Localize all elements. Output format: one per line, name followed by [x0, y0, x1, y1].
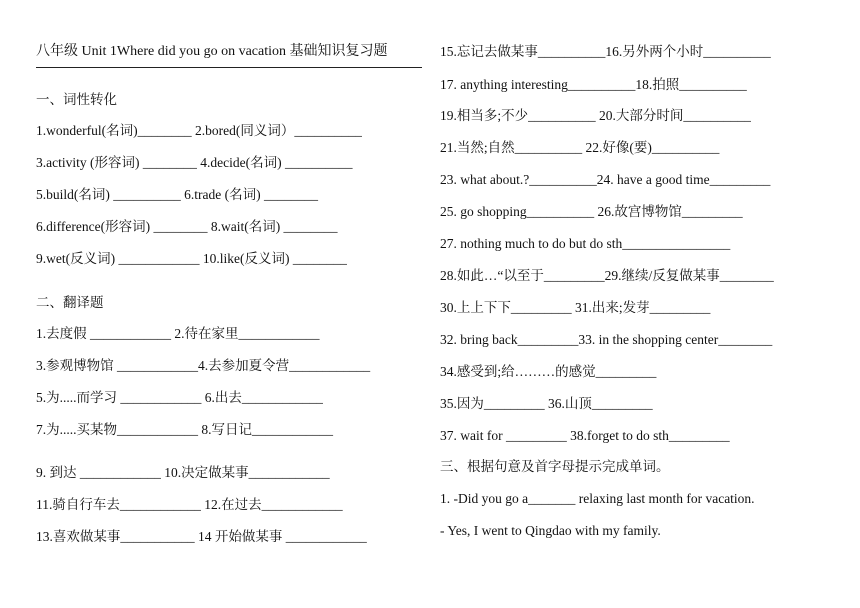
section1-heading: 一、词性转化: [36, 92, 117, 107]
phrase-item: 15.忘记去做某事__________16.另外两个小时__________: [440, 44, 771, 59]
section1-item: 9.wet(反义词) ____________ 10.like(反义词) ________: [36, 251, 347, 266]
section3-heading: 三、根据句意及首字母提示完成单词。: [440, 459, 670, 474]
section2-item: 11.骑自行车去____________ 12.在过去____________: [36, 497, 343, 512]
section1-item: 6.difference(形容词) ________ 8.wait(名词) ________: [36, 219, 338, 234]
section2-item: 5.为.....而学习 ____________ 6.出去____________: [36, 390, 323, 405]
section2-item: 9. 到达 ____________ 10.决定做某事____________: [36, 465, 330, 480]
phrase-item: 34.感受到;给………的感觉_________: [440, 364, 657, 379]
section3-item: 1. -Did you go a_______ relaxing last month for vacation.: [440, 491, 755, 506]
phrase-item: 17. anything interesting__________18.拍照__________: [440, 77, 747, 92]
section2-heading: 二、翻译题: [36, 295, 104, 310]
section2-item: 1.去度假 ____________ 2.待在家里____________: [36, 326, 320, 341]
section1-item: 5.build(名词) __________ 6.trade (名词) ________: [36, 187, 318, 202]
phrase-item: 25. go shopping__________ 26.故宫博物馆_________: [440, 204, 743, 219]
phrase-item: 27. nothing much to do but do sth________________: [440, 236, 731, 251]
phrase-item: 23. what about.?__________24. have a good time_________: [440, 172, 771, 187]
section1-item: 3.activity (形容词) ________ 4.decide(名词) __________: [36, 155, 353, 170]
phrase-item: 30.上上下下_________ 31.出来;发芽_________: [440, 300, 711, 315]
phrase-item: 35.因为_________ 36.山顶_________: [440, 396, 653, 411]
phrase-item: 37. wait for _________ 38.forget to do sth_________: [440, 428, 730, 443]
worksheet-title: 八年级 Unit 1Where did you go on vacation 基础知识复习题: [36, 44, 388, 59]
phrase-item: 21.当然;自然__________ 22.好像(要)__________: [440, 140, 720, 155]
section1-item: 1.wonderful(名词)________ 2.bored(同义词）__________: [36, 123, 362, 138]
section2-item: 7.为.....买某物____________ 8.写日记____________: [36, 422, 333, 437]
title-divider: [36, 67, 422, 68]
phrase-item: 28.如此…“以至于_________29.继续/反复做某事________: [440, 268, 774, 283]
section2-item: 3.参观博物馆 ____________4.去参加夏令营____________: [36, 358, 371, 373]
phrase-item: 19.相当多;不少__________ 20.大部分时间__________: [440, 108, 751, 123]
phrase-item: 32. bring back_________33. in the shopping center________: [440, 332, 773, 347]
section3-item: - Yes, I went to Qingdao with my family.: [440, 523, 661, 538]
section2-item: 13.喜欢做某事___________ 14 开始做某事 ____________: [36, 529, 367, 544]
